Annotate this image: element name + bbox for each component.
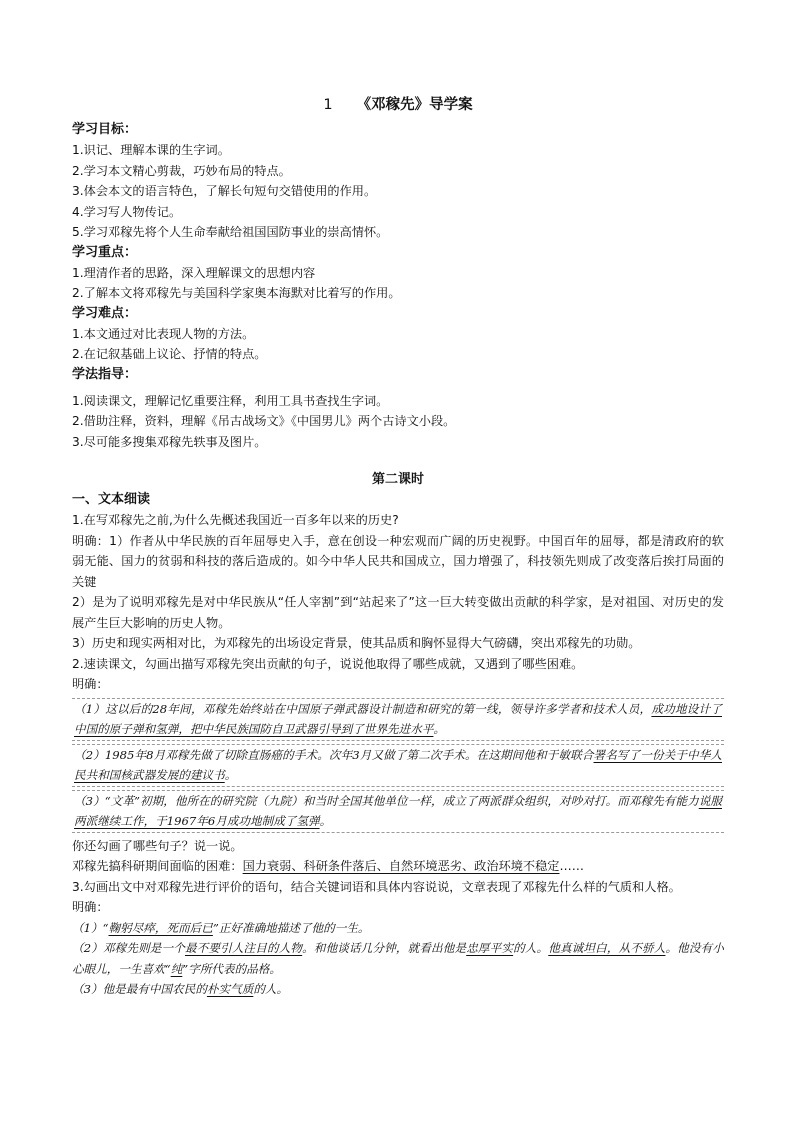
method-item: 1.阅读课文，理解记忆重要注释，利用工具书查找生字词。 (72, 393, 389, 408)
answer-1-part-2: 2）是为了说明邓稼先是对中华民族从“任人宰割”到“站起来了”这一巨大转变做出贡献的科学家，是对祖国、对历史的发展产生巨大影响的历史人物。 (72, 595, 724, 630)
goal-item: 2.学习本文精心剪裁，巧妙布局的特点。 (72, 163, 291, 178)
document-title (72, 96, 724, 115)
difficulties-heading: 学习难点： (72, 305, 138, 321)
goals-heading: 学习目标： (72, 122, 138, 137)
question-2: 2.速读课文，勾画出描写邓稼先突出贡献的句子，说说他取得了哪些成就，又遇到了哪些困难。 (72, 656, 584, 671)
answer-text: （3）“文革”初期，他所在的研究院（九院）和当时全国其他单位一样，成立了两派群众组织，对吵对打。而邓稼先有能力 (74, 793, 699, 808)
question-3: 3.勾画出文中对邓稼先进行评价的语句，结合关键词语和具体内容说说，文章表现了邓稼先什么样的气质和人格。 (72, 879, 681, 894)
evaluation-3 (72, 979, 724, 1000)
document-page (72, 96, 724, 1000)
goal-item: 5.学习邓稼先将个人生命奉献给祖国国防事业的崇高情怀。 (72, 225, 389, 239)
method-heading: 学法指导： (72, 366, 138, 382)
answer-text: （3）他是最有中国农民的 (72, 982, 207, 996)
key-point-item: 1.理清作者的思路，深入理解课文的思想内容 (72, 265, 316, 280)
evaluation-1 (72, 918, 724, 939)
underlined-text: 忠厚平实 (466, 941, 514, 955)
more-sentences-prompt: 你还勾画了哪些句子？说一说。 (72, 838, 243, 853)
handwritten-answer-3 (72, 790, 724, 833)
answer-text: ”正好准确地描述了他的一生。 (212, 920, 370, 935)
key-point-item: 2.了解本文将邓稼先与美国科学家奥本海默对比着写的作用。 (72, 286, 401, 300)
answer-text: （2）1985年8月邓稼先做了切除直肠癌的手术。次年3月又做了第二次手术。在这期间他和于敏联合 (74, 747, 594, 762)
underlined-text: 最不要引人注目的人物 (184, 941, 303, 955)
underlined-text: 朴实气质 (206, 982, 254, 996)
underlined-text: 署名写了一份关于中华人民共和国核武器发展的建议书 (74, 747, 722, 782)
underlined-text: 说服两派继续工作，于1967年6月成功地制成了氢弹 (74, 793, 722, 828)
answer-text: （1）“ (72, 920, 109, 935)
underlined-text: 国力衰弱、科研条件落后、自然环境恶劣、政治环境不稳定 (242, 859, 560, 873)
goal-item: 4.学习写人物传记。 (72, 204, 182, 219)
answer-text: （2）邓稼先则是一个 (72, 941, 185, 955)
lesson-title: 《邓稼先》导学案 (356, 97, 473, 113)
section-heading: 一、文本细读 (72, 492, 151, 507)
method-item: 2.借助注释，资料，理解《吊古战场文》《中国男儿》两个古诗文小段。 (72, 414, 456, 428)
goal-item: 1.识记、理解本课的生字词。 (72, 143, 230, 157)
answer-text: 邓稼先搞科研期间面临的困难： (72, 859, 243, 873)
key-points-heading: 学习重点： (72, 244, 138, 260)
underlined-text: 他真诚坦白，从不骄人 (548, 941, 666, 955)
difficulty-item: 1.本文通过对比表现人物的方法。 (72, 326, 255, 341)
answer-label: 明确： (72, 677, 109, 691)
answer-text: 。 (224, 768, 237, 782)
answer-text: 。 (433, 722, 446, 736)
difficulties-answer (72, 856, 724, 877)
answer-text: 。和他谈话几分钟，就看出他是 (302, 941, 467, 955)
lesson2-heading: 第二课时 (371, 472, 424, 487)
underlined-text: 鞠躬尽瘁，死而后已 (108, 920, 213, 935)
handwritten-answer-1 (72, 698, 724, 741)
answer-text: ”字所代表的品格。 (182, 961, 281, 976)
goal-item: 3.体会本文的语言特色，了解长句短句交错使用的作用。 (72, 184, 377, 198)
underlined-text: 成功地设计了中国的原子弹和氢弹，把中华民族国防自卫武器引导到了世界先进水平 (74, 701, 722, 736)
difficulty-item: 2.在记叙基础上议论、抒情的特点。 (72, 347, 267, 361)
underlined-text: 纯 (170, 961, 183, 976)
question-1: 1.在写邓稼先之前,为什么先概述我国近一百多年以来的历史? (72, 513, 399, 527)
lesson-number: 1 (323, 97, 333, 113)
answer-text: 的人。 (513, 941, 549, 955)
answer-text: 。他没有小心眼儿，一生喜欢“ (72, 941, 724, 976)
answer-text: 。 (319, 814, 332, 828)
answer-text: 的人。 (253, 982, 289, 996)
method-item: 3.尽可能多搜集邓稼先轶事及图片。 (72, 434, 267, 449)
answer-1-part-1: 明确：1）作者从中华民族的百年屈辱史入手，意在创设一种宏观而广阔的历史视野。中国百年的屈辱，都是清政府的软弱无能、国力的贫弱和科技的落后造成的。如今中华人民共和国成立，国力增强了，科技领先则成了改变落后挨打局面的关键 (72, 533, 724, 589)
answer-text: …… (559, 859, 584, 873)
handwritten-answer-2 (72, 744, 724, 787)
evaluation-2 (72, 938, 724, 979)
answer-1-part-3: 3）历史和现实两相对比，为邓稼先的出场设定背景，使其品质和胸怀显得大气磅礴，突出邓稼先的功勋。 (72, 636, 641, 650)
answer-text: （1）这以后的28年间，邓稼先始终站在中国原子弹武器设计制造和研究的第一线，领导许多学者和技术人员， (74, 701, 652, 716)
answer-label: 明确： (72, 900, 109, 914)
